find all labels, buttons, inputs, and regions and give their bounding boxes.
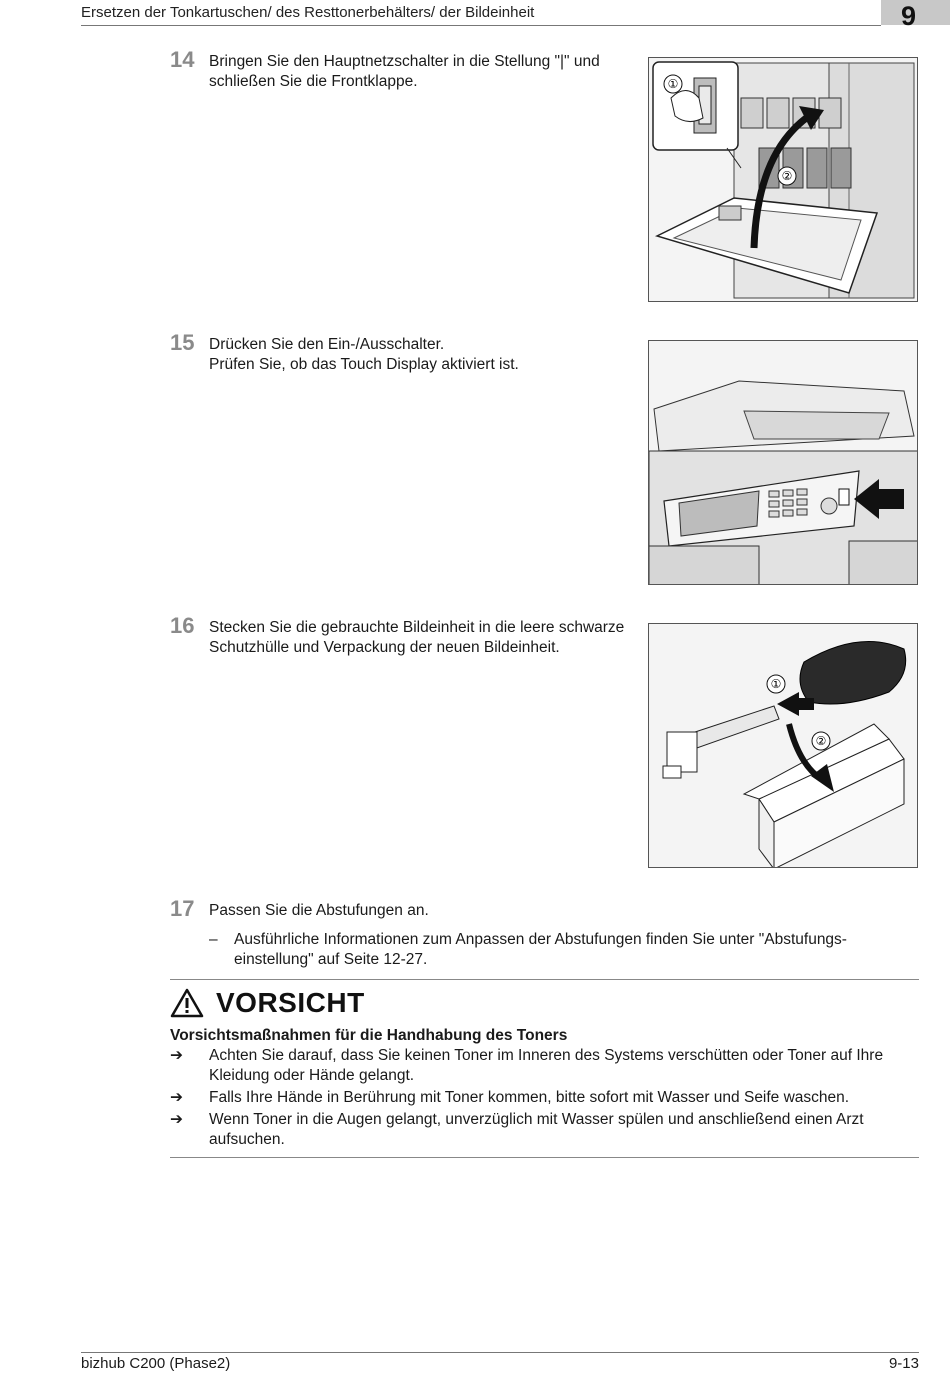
arrow-icon: ➔ bbox=[170, 1111, 183, 1128]
bullet-2-line-1: Falls Ihre Hände in Berührung mit Toner kommen, bitte sofort mit Wasser und Seife waschen. bbox=[209, 1089, 850, 1106]
step-14-line-2: schließen Sie die Frontklappe. bbox=[209, 73, 418, 90]
step-number-16: 16 bbox=[170, 613, 195, 638]
header-title: Ersetzen der Tonkartuschen/ des Resttonerbehälters/ der Bildeinheit bbox=[81, 4, 535, 21]
chapter-number: 9 bbox=[900, 1, 916, 31]
bullet-1-line-2: Kleidung oder Hände gelangt. bbox=[209, 1067, 415, 1084]
note-line-2: einstellung" auf Seite 12-27. bbox=[234, 951, 428, 968]
step-text-17 bbox=[209, 901, 634, 921]
callout-2: ② bbox=[781, 169, 793, 183]
caution-heading bbox=[170, 987, 365, 1019]
caution-bottom-rule bbox=[170, 1157, 919, 1158]
warning-triangle-icon bbox=[170, 988, 204, 1018]
figure-main-switch bbox=[648, 57, 918, 302]
bullet-3-line-1: Wenn Toner in die Augen gelangt, unverzüglich mit Wasser spülen und anschließend einen Arzt bbox=[209, 1111, 864, 1128]
header-rule bbox=[81, 25, 881, 26]
step-14-line-1: Bringen Sie den Hauptnetzschalter in die Stellung "|" und bbox=[209, 53, 600, 70]
caution-title: VORSICHT bbox=[216, 987, 365, 1018]
step-text-16 bbox=[209, 618, 634, 658]
step-text-14 bbox=[209, 52, 634, 92]
caution-subtitle: Vorsichtsmaßnahmen für die Handhabung des Toners bbox=[170, 1027, 568, 1044]
footer-rule bbox=[81, 1352, 919, 1353]
step-15-line-1: Drücken Sie den Ein-/Ausschalter. bbox=[209, 336, 445, 353]
callout-2: ② bbox=[815, 734, 827, 748]
footer-product: bizhub C200 (Phase2) bbox=[81, 1355, 231, 1372]
step-number-14: 14 bbox=[170, 47, 195, 72]
step-text-15 bbox=[209, 335, 634, 375]
figure-power-switch bbox=[648, 340, 918, 585]
step-16-line-1: Stecken Sie die gebrauchte Bildeinheit in die leere schwarze bbox=[209, 619, 625, 636]
chapter-tab bbox=[881, 0, 950, 31]
arrow-icon: ➔ bbox=[170, 1047, 183, 1064]
note-dash: – bbox=[209, 931, 218, 948]
step-15-line-2: Prüfen Sie, ob das Touch Display aktiviert ist. bbox=[209, 356, 519, 373]
bullet-1-line-1: Achten Sie darauf, dass Sie keinen Toner im Inneren des Systems verschütten oder Toner auf Ihre bbox=[209, 1047, 884, 1064]
step-16-line-2: Schutzhülle und Verpackung der neuen Bildeinheit. bbox=[209, 639, 560, 656]
footer-page-number: 9-13 bbox=[888, 1355, 919, 1372]
step-17-line-1: Passen Sie die Abstufungen an. bbox=[209, 902, 429, 919]
note-line-1: Ausführliche Informationen zum Anpassen der Abstufungen finden Sie unter "Abstufungs- bbox=[234, 931, 847, 948]
caution-top-rule bbox=[170, 979, 919, 980]
callout-1: ① bbox=[667, 77, 679, 91]
figure-imaging-unit-packing bbox=[648, 623, 918, 868]
step-number-15: 15 bbox=[170, 330, 195, 355]
callout-1: ① bbox=[770, 677, 782, 691]
step-number-17: 17 bbox=[170, 896, 195, 921]
arrow-icon: ➔ bbox=[170, 1089, 183, 1106]
bullet-3-line-2: aufsuchen. bbox=[209, 1131, 285, 1148]
